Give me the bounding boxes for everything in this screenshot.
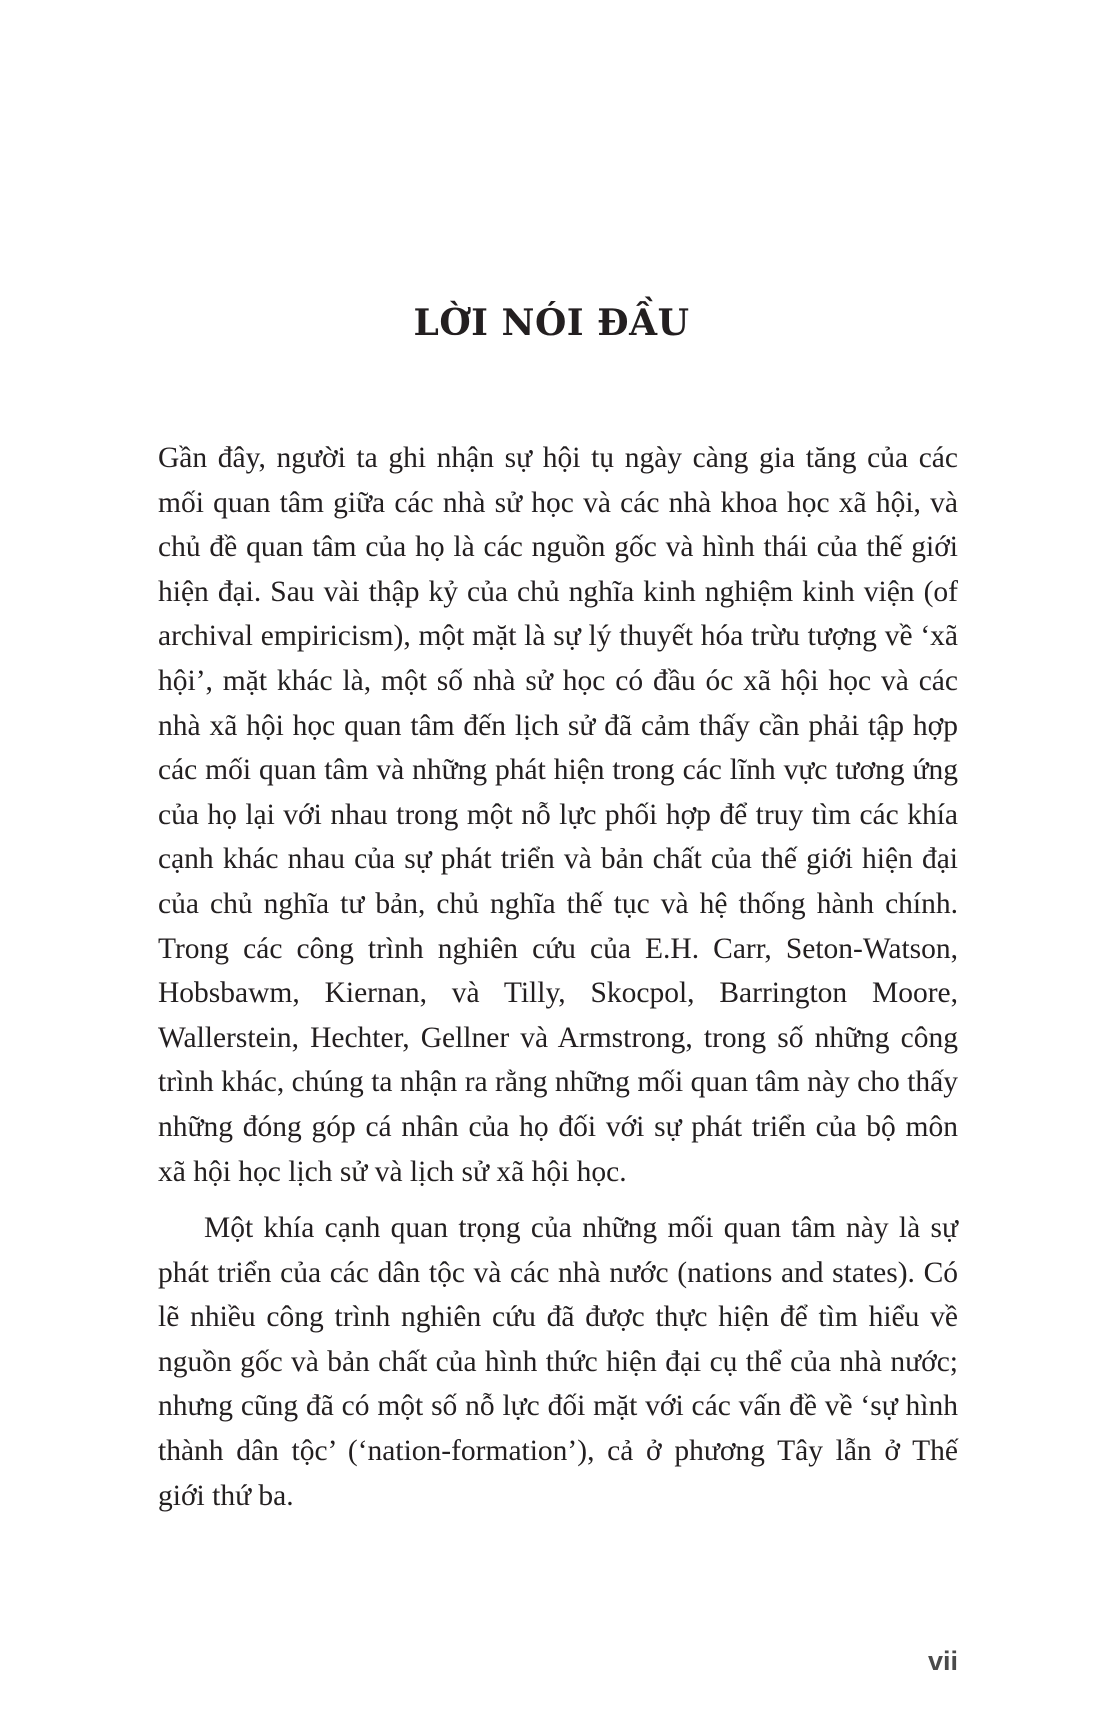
page-number: vii <box>927 1646 958 1676</box>
paragraph-1: Gần đây, người ta ghi nhận sự hội tụ ngày càng gia tăng của các mối quan tâm giữa các nhà sử học và các nhà khoa học xã hội, và chủ đề quan tâm của họ là các nguồn gốc và hình thái của thế giới hiện đại. Sau vài thập kỷ của chủ nghĩa kinh nghiệm kinh viện (of archival empiricism), một mặt là sự lý thuyết hóa trừu tượng về ‘xã hội’, mặt khác là, một số nhà sử học có đầu óc xã hội học và các nhà xã hội học quan tâm đến lịch sử đã cảm thấy cần phải tập hợp các mối quan tâm và những phát hiện trong các lĩnh vực tương ứng của họ lại với nhau trong một nỗ lực phối hợp để truy tìm các khía cạnh khác nhau của sự phát triển và bản chất của thế giới hiện đại của chủ nghĩa tư bản, chủ nghĩa thế tục và hệ thống hành chính. Trong các công trình nghiên cứu của E.H. Carr, Seton-Watson, Hobsbawm, Kiernan, và Tilly, Skocpol, Barrington Moore, Wallerstein, Hechter, Gellner và Armstrong, trong số những công trình khác, chúng ta nhận ra rằng những mối quan tâm này cho thấy những đóng góp cá nhân của họ đối với sự phát triển của bộ môn xã hội học lịch sử và lịch sử xã hội học. <box>158 442 958 1188</box>
body-text <box>158 436 958 1518</box>
chapter-heading: LỜI NÓI ĐẦU <box>413 302 690 344</box>
paragraph-2: Một khía cạnh quan trọng của những mối quan tâm này là sự phát triển của các dân tộc và các nhà nước (nations and states). Có lẽ nhiều công trình nghiên cứu đã được thực hiện để tìm hiểu về nguồn gốc và bản chất của hình thức hiện đại cụ thể của nhà nước; nhưng cũng đã có một số nỗ lực đối mặt với các vấn đề về ‘sự hình thành dân tộc’ (‘nation-formation’), cả ở phương Tây lẫn ở Thế giới thứ ba. <box>158 1212 958 1512</box>
